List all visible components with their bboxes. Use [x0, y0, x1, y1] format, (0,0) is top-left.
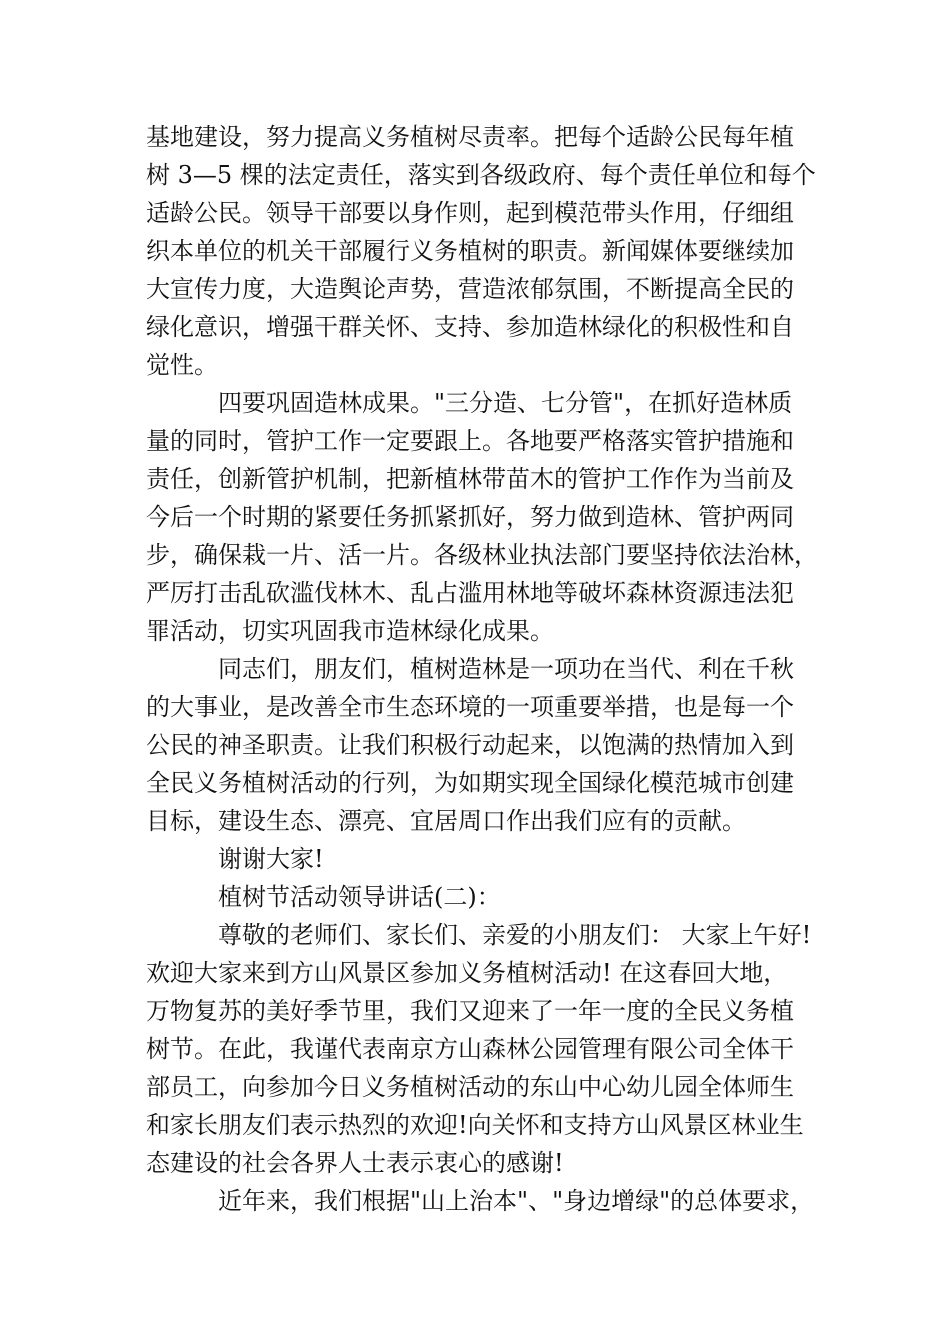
body-line: 量的同时，管护工作一定要跟上。各地要严格落实管护措施和	[146, 427, 794, 455]
closing-line: 谢谢大家!	[218, 845, 324, 873]
body-line: 罪活动，切实巩固我市造林绿化成果。	[146, 617, 554, 645]
document-body	[146, 118, 818, 1220]
body-line: 今后一个时期的紧要任务抓紧抓好，努力做到造林、管护两同	[146, 503, 794, 531]
body-line: 绿化意识，增强干群关怀、支持、参加造林绿化的积极性和自	[146, 313, 794, 341]
body-line: 态建设的社会各界人士表示衷心的感谢!	[146, 1149, 564, 1177]
body-line: 公民的神圣职责。让我们积极行动起来，以饱满的热情加入到	[146, 731, 794, 759]
body-line: 责任，创新管护机制，把新植林带苗木的管护工作作为当前及	[146, 465, 794, 493]
body-line: 欢迎大家来到方山风景区参加义务植树活动! 在这春回大地，	[146, 959, 788, 987]
body-line: 严厉打击乱砍滥伐林木、乱占滥用林地等破坏森林资源违法犯	[146, 579, 794, 607]
body-line: 全民义务植树活动的行列，为如期实现全国绿化模范城市创建	[146, 769, 794, 797]
body-line: 的大事业，是改善全市生态环境的一项重要举措，也是每一个	[146, 693, 794, 721]
body-line: 目标，建设生态、漂亮、宜居周口作出我们应有的贡献。	[146, 807, 746, 835]
paragraph-start-line: 同志们，朋友们，植树造林是一项功在当代、利在千秋	[218, 655, 794, 683]
body-line: 和家长朋友们表示热烈的欢迎!向关怀和支持方山风景区林业生	[146, 1111, 804, 1139]
body-line: 树节。在此，我谨代表南京方山森林公园管理有限公司全体干	[146, 1035, 794, 1063]
paragraph-start-line: 近年来，我们根据"山上治本"、"身边增绿"的总体要求，	[218, 1187, 815, 1215]
body-line: 万物复苏的美好季节里，我们又迎来了一年一度的全民义务植	[146, 997, 794, 1025]
paragraph-start-line: 四要巩固造林成果。"三分造、七分管"，在抓好造林质	[218, 389, 793, 417]
body-line: 树 3—5 棵的法定责任，落实到各级政府、每个责任单位和每个	[146, 161, 816, 189]
section-heading: 植树节活动领导讲话(二)：	[218, 883, 501, 911]
body-line: 步，确保栽一片、活一片。各级林业执法部门要坚持依法治林，	[146, 541, 818, 569]
salutation-line: 尊敬的老师们、家长们、亲爱的小朋友们： 大家上午好!	[218, 921, 812, 949]
body-line: 部员工，向参加今日义务植树活动的东山中心幼儿园全体师生	[146, 1073, 794, 1101]
body-line: 基地建设，努力提高义务植树尽责率。把每个适龄公民每年植	[146, 123, 794, 151]
body-line: 觉性。	[146, 351, 218, 379]
body-line: 大宣传力度，大造舆论声势，营造浓郁氛围，不断提高全民的	[146, 275, 794, 303]
body-line: 织本单位的机关干部履行义务植树的职责。新闻媒体要继续加	[146, 237, 794, 265]
body-line: 适龄公民。领导干部要以身作则，起到模范带头作用，仔细组	[146, 199, 794, 227]
